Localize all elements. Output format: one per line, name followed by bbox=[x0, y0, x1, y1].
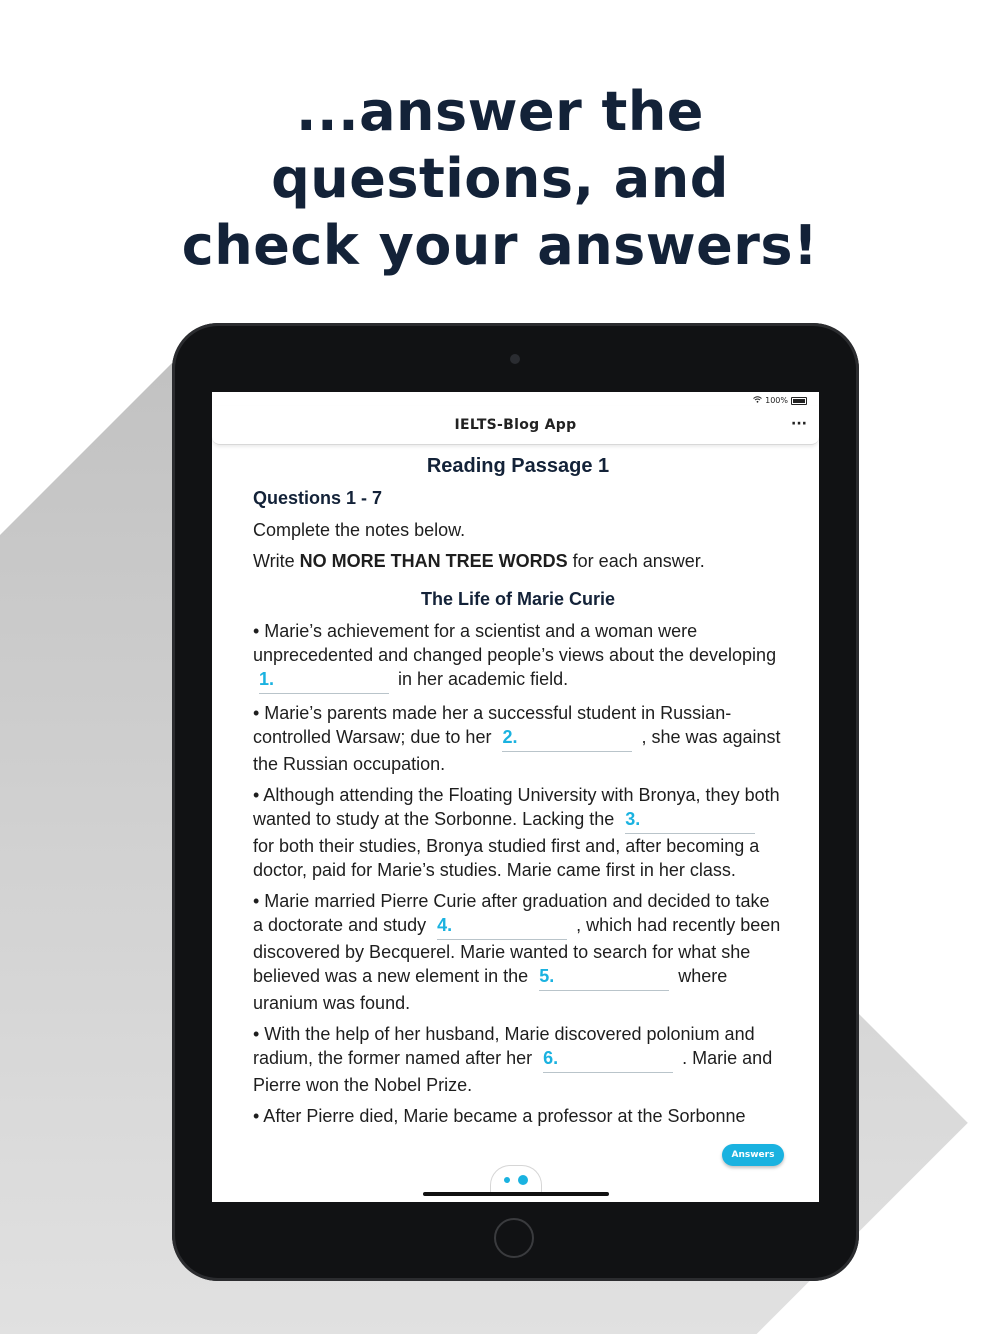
page-dot-1[interactable] bbox=[504, 1177, 510, 1183]
app-title: IELTS-Blog App bbox=[454, 417, 577, 433]
page-dot-2[interactable] bbox=[518, 1175, 528, 1185]
camera-icon bbox=[510, 354, 520, 364]
tablet-frame bbox=[172, 323, 859, 1281]
reading-content bbox=[253, 454, 783, 1135]
note-bullet-5: • With the help of her husband, Marie discovered polonium and radium, the former named after her 6. . Marie and Pierre won the Nobel Prize. bbox=[253, 1024, 773, 1095]
answer-blank-1[interactable]: 1. bbox=[259, 667, 389, 694]
notes-title: The Life of Marie Curie bbox=[420, 589, 616, 609]
answer-blank-4[interactable]: 4. bbox=[437, 913, 567, 940]
answers-button[interactable]: Answers bbox=[722, 1144, 784, 1166]
passage-title: Reading Passage 1 bbox=[426, 455, 610, 477]
headline-line-3: check your answers! bbox=[181, 214, 819, 277]
instruction-2: Write NO MORE THAN TREE WORDS for each answer. bbox=[253, 551, 705, 571]
headline bbox=[0, 78, 1000, 279]
battery-icon bbox=[791, 397, 807, 405]
app-nav-bar bbox=[212, 406, 819, 445]
answer-blank-5[interactable]: 5. bbox=[539, 964, 669, 991]
app-screen bbox=[212, 392, 819, 1202]
note-bullet-4: • Marie married Pierre Curie after graduation and decided to take a doctorate and study 4. , which had recently been discovered by Becquerel. Marie wanted to search for what she believed was a new element in the 5. where uranium was found. bbox=[253, 891, 781, 1013]
battery-percent: 100% bbox=[765, 396, 788, 405]
home-indicator-bar[interactable] bbox=[423, 1192, 609, 1196]
note-bullet-1: • Marie’s achievement for a scientist and a woman were unprecedented and changed people’s views about the developing 1. in her academic field. bbox=[253, 619, 783, 694]
page-indicator[interactable] bbox=[490, 1165, 542, 1192]
wifi-icon bbox=[753, 396, 762, 405]
note-bullet-6: • After Pierre died, Marie became a professor at the Sorbonne bbox=[253, 1106, 746, 1126]
answer-blank-6[interactable]: 6. bbox=[543, 1046, 673, 1073]
answer-blank-3[interactable]: 3. bbox=[625, 807, 755, 834]
instruction-1: Complete the notes below. bbox=[253, 520, 466, 540]
more-options-icon[interactable]: ··· bbox=[791, 416, 807, 432]
headline-line-2: questions, and bbox=[271, 147, 729, 210]
headline-line-1: ...answer the bbox=[296, 80, 704, 143]
questions-range: Questions 1 - 7 bbox=[253, 488, 383, 508]
status-bar bbox=[753, 396, 807, 405]
home-button[interactable] bbox=[494, 1218, 534, 1258]
answer-blank-2[interactable]: 2. bbox=[502, 725, 632, 752]
note-bullet-3: • Although attending the Floating University with Bronya, they both wanted to study at the Sorbonne. Lacking the 3. for both their studies, Bronya studied first and, after becoming a doctor, paid for Marie’s studies. Marie came first in her class. bbox=[253, 785, 780, 880]
note-bullet-2: • Marie’s parents made her a successful student in Russian-controlled Warsaw; due to her 2. , she was against the Russian occupation. bbox=[253, 703, 781, 774]
